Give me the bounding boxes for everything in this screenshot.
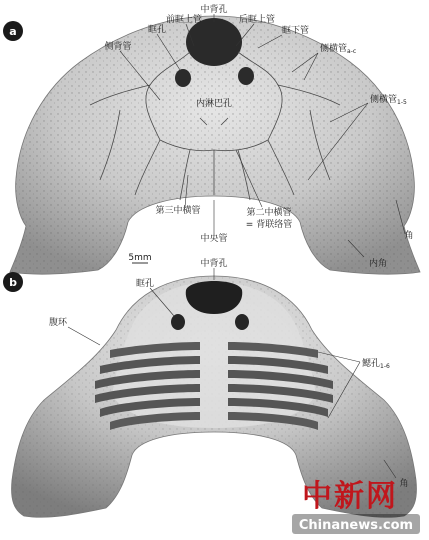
label-orbit-b: 眶孔 bbox=[135, 279, 155, 289]
label-horn-b: 角 bbox=[399, 479, 409, 489]
label-second-median-transverse: 第二中横管 bbox=[246, 208, 292, 218]
label-horn-a: 角 bbox=[404, 231, 414, 241]
panel-a bbox=[3, 3, 420, 274]
label-ant-supraorbital-canal: 前眶上管 bbox=[165, 15, 203, 25]
watermark-english: Chinanews.com bbox=[298, 518, 414, 533]
label-inner-horn: 内角 bbox=[368, 259, 388, 269]
panel-b bbox=[3, 253, 417, 517]
label-post-supraorbital-canal: 后眶上管 bbox=[238, 15, 276, 25]
label-dorsal-commissure: = 背联络管 bbox=[245, 220, 293, 230]
label-infraorbital-canal: 眶下管 bbox=[282, 26, 310, 36]
mid-dorsal-pore-a bbox=[186, 18, 242, 66]
panel-b-badge-label: b bbox=[9, 276, 17, 289]
label-mid-dorsal-pore-a: 中背孔 bbox=[200, 5, 228, 15]
orbit-left-a bbox=[175, 69, 191, 87]
label-ventral-ring: 腹环 bbox=[48, 318, 68, 328]
label-third-median-transverse: 第三中横管 bbox=[155, 206, 201, 216]
orbit-left-b bbox=[171, 314, 185, 330]
label-lateral-dorsal-canal: 侧背管 bbox=[104, 42, 132, 52]
label-gill-openings: 鳃孔$_{1-6}$ bbox=[362, 359, 390, 370]
panel-a-badge-label: a bbox=[9, 25, 17, 38]
orbit-right-b bbox=[235, 314, 249, 330]
watermark-chinese: 中新网 bbox=[302, 479, 398, 514]
label-lat-transverse-canals-1: 侧横管$_{1-5}$ bbox=[370, 95, 407, 106]
label-pineal-foramen: 内淋巴孔 bbox=[195, 99, 233, 109]
label-median-canal: 中央管 bbox=[200, 234, 228, 244]
label-mid-dorsal-pore-b: 中背孔 bbox=[200, 259, 228, 269]
orbit-right-a bbox=[238, 67, 254, 85]
label-orbit-a: 眶孔 bbox=[147, 25, 167, 35]
label-lat-transverse-canals-a: 侧横管$_{a-c}$ bbox=[320, 44, 357, 55]
label-scale-bar: 5mm bbox=[128, 253, 152, 263]
